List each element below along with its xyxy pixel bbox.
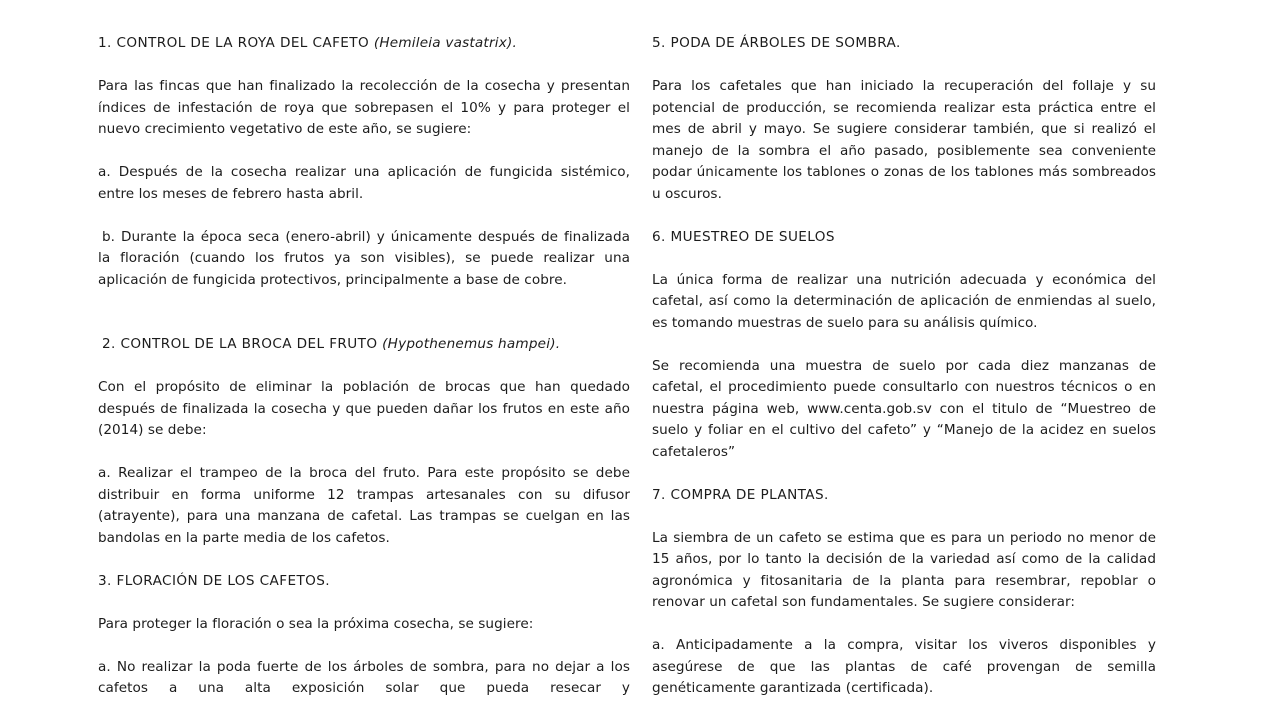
section-7-body: La siembra de un cafeto se estima que es para un periodo no menor de 15 años, por lo tanto la decisión de la variedad así como de la calidad agronómica y fitosanitaria de la planta para resembrar, repoblar o renovar un cafetal son fundamentales. Se sugiere considerar: [652, 529, 1156, 610]
section-1-item-b: b. Durante la época seca (enero-abril) y únicamente después de finalizada la floración (cuando los frutos ya son visibles), se puede realizar una aplicación de fungicida protectivos, principalmente a base de cobre. [98, 228, 630, 288]
section-2-intro: Con el propósito de eliminar la población de brocas que han quedado después de finalizada la cosecha y que pueden dañar los frutos en este año (2014) se debe: [98, 379, 630, 438]
section-1-item-a: a. Después de la cosecha realizar una aplicación de fungicida sistémico, entre los meses de febrero hasta abril. [98, 164, 630, 202]
section-2-item-a: a. Realizar el trampeo de la broca del fruto. Para este propósito se debe distribuir en forma uniforme 12 trampas artesanales con su difusor (atrayente), para una manzana de cafetal. Las trampas se cuelgan en las bandolas en la parte media de los cafetos. [98, 465, 630, 546]
section-6-title: 6. MUESTREO DE SUELOS [652, 228, 835, 245]
section-5-body: Para los cafetales que han iniciado la recuperación del follaje y su potencial de producción, se recomienda realizar esta práctica entre el mes de abril y mayo. Se sugiere considerar también, que si realizó el manejo de la sombra el año pasado, posiblemente sea conveniente podar únicamente los tablones o zonas de los tablones más sombreados u oscuros. [652, 78, 1156, 202]
section-1-intro: Para las fincas que han finalizado la recolección de la cosecha y presentan índices de infestación de roya que sobrepasen el 10% y para proteger el nuevo crecimiento vegetativo de este año, se sugiere: [98, 78, 630, 137]
section-3-title: 3. FLORACIÓN DE LOS CAFETOS. [98, 572, 331, 589]
section-7-title: 7. COMPRA DE PLANTAS. [652, 486, 829, 503]
section-2-title: 2. CONTROL DE LA BROCA DEL FRUTO (Hypothenemus hampei). [102, 336, 561, 352]
section-1-scientific-name: (Hemileia vastatrix). [373, 35, 518, 51]
section-3-intro: Para proteger la floración o sea la próxima cosecha, se sugiere: [98, 615, 534, 632]
left-column [98, 33, 630, 700]
section-6-body-1: La única forma de realizar una nutrición adecuada y económica del cafetal, así como la determinación de aplicación de enmiendas al suelo, es tomando muestras de suelo para su análisis químico. [652, 271, 1156, 331]
section-6-body-2: Se recomienda una muestra de suelo por cada diez manzanas de cafetal, el procedimiento puede consultarlo con nuestros técnicos o en nuestra página web, www.centa.gob.sv con el titulo de “Muestreo de suelo y foliar en el cultivo del cafeto” y “Manejo de la acidez en suelos cafetaleros” [652, 357, 1156, 460]
section-3-item-a: a. No realizar la poda fuerte de los árboles de sombra, para no dejar a los cafetos a una alta exposición solar que pueda resecar y [98, 658, 630, 696]
right-column [652, 33, 1156, 700]
section-1-title: 1. CONTROL DE LA ROYA DEL CAFETO (Hemileia vastatrix). [98, 35, 518, 51]
section-7-item-a: a. Anticipadamente a la compra, visitar los viveros disponibles y asegúrese de que las plantas de café provengan de semilla genéticamente garantizada (certificada). [652, 637, 1156, 696]
section-2-scientific-name: (Hypothenemus hampei). [382, 336, 561, 352]
section-5-title: 5. PODA DE ÁRBOLES DE SOMBRA. [652, 35, 901, 51]
